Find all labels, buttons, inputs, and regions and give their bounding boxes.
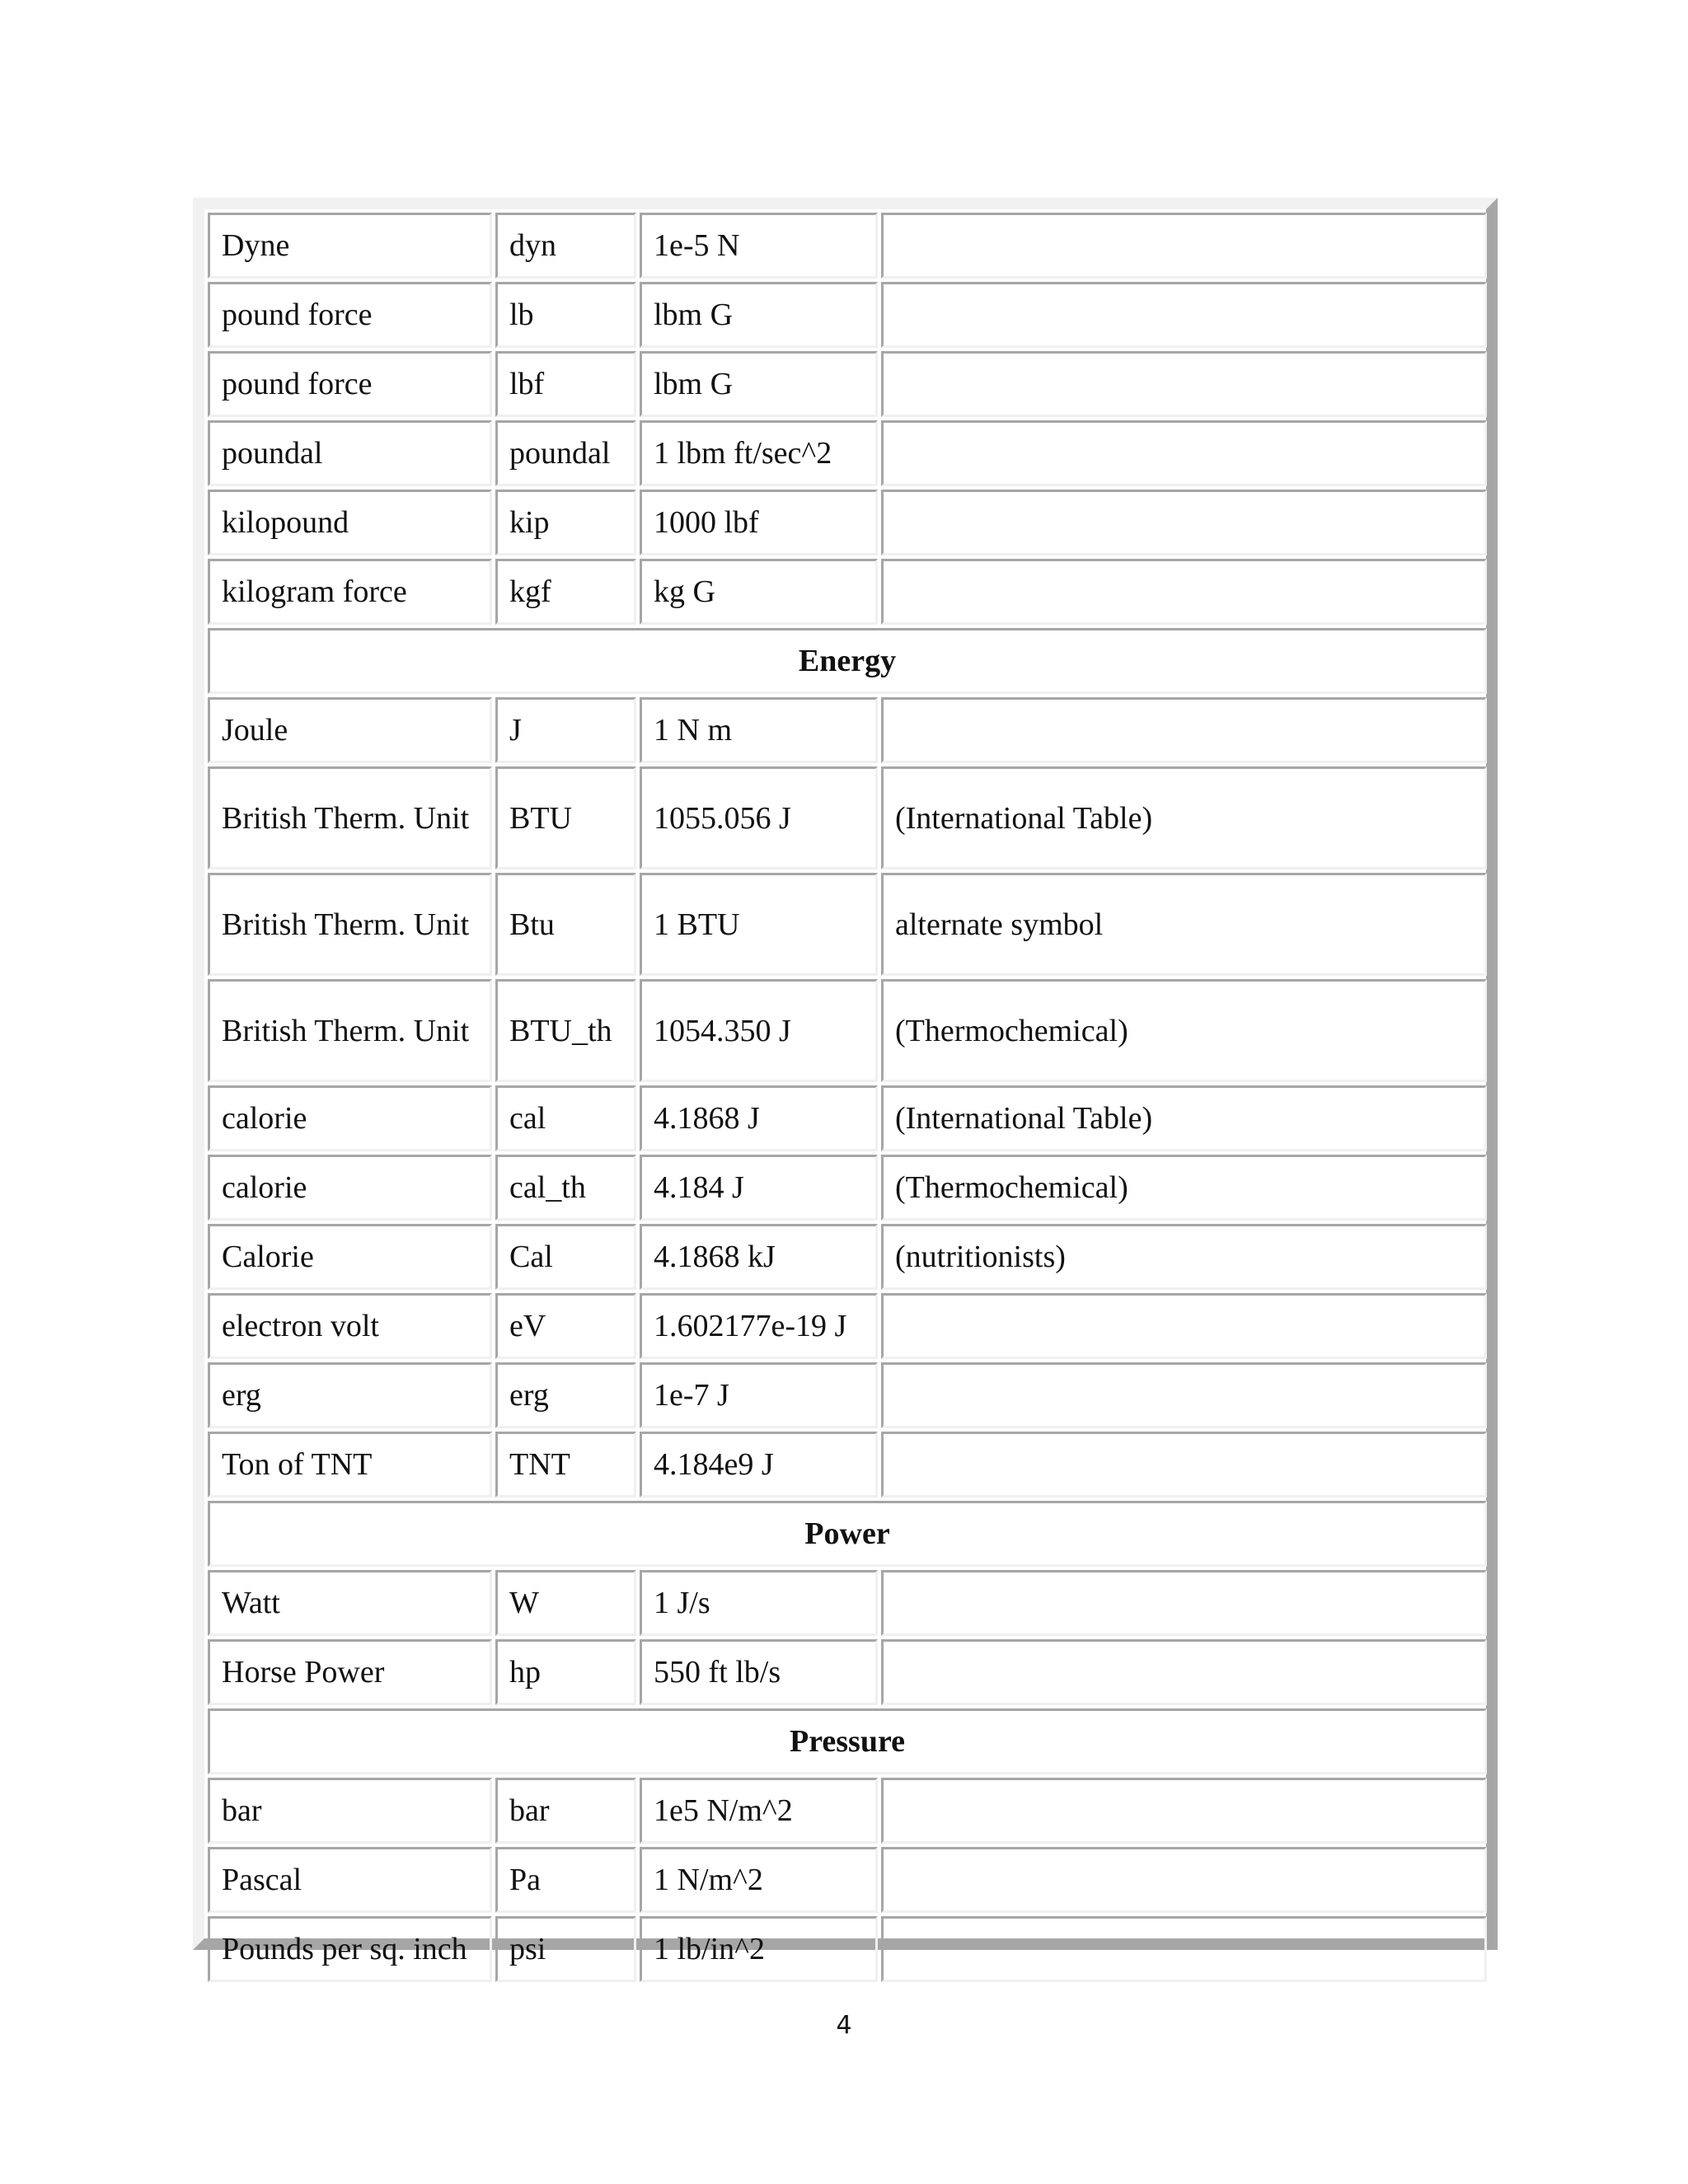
unit-definition-cell: 1000 lbf <box>640 490 878 555</box>
unit-definition-cell: 1e-7 J <box>640 1362 878 1428</box>
unit-name-cell: pound force <box>208 282 492 348</box>
unit-note-cell <box>881 559 1487 625</box>
unit-symbol-cell: poundal <box>495 420 636 486</box>
table-row <box>208 1916 1487 1982</box>
unit-note-cell: (Thermochemical) <box>881 1155 1487 1221</box>
unit-name-cell: Ton of TNT <box>208 1432 492 1497</box>
table-row <box>208 559 1487 625</box>
unit-symbol-cell: erg <box>495 1362 636 1428</box>
unit-symbol-cell: kgf <box>495 559 636 625</box>
unit-note-cell <box>881 1916 1487 1982</box>
unit-note-cell <box>881 1570 1487 1636</box>
unit-note-cell <box>881 1293 1487 1359</box>
unit-definition-cell: 4.1868 J <box>640 1085 878 1151</box>
table-row <box>208 1570 1487 1636</box>
table-row <box>208 1293 1487 1359</box>
unit-name-cell: calorie <box>208 1155 492 1221</box>
table-row <box>208 766 1487 869</box>
unit-name-cell: Pounds per sq. inch <box>208 1916 492 1982</box>
unit-definition-cell: 1 J/s <box>640 1570 878 1636</box>
table-row <box>208 1155 1487 1221</box>
unit-name-cell: pound force <box>208 351 492 417</box>
table-row <box>208 282 1487 348</box>
section-header: Energy <box>208 628 1487 694</box>
unit-definition-cell: 1 N m <box>640 697 878 763</box>
unit-definition-cell: 1 N/m^2 <box>640 1847 878 1913</box>
table-body <box>208 213 1487 1982</box>
unit-note-cell <box>881 282 1487 348</box>
unit-note-cell <box>881 697 1487 763</box>
unit-name-cell: electron volt <box>208 1293 492 1359</box>
section-header: Pressure <box>208 1708 1487 1774</box>
unit-definition-cell: 1055.056 J <box>640 766 878 869</box>
page-number: 4 <box>836 2011 852 2040</box>
unit-name-cell: Horse Power <box>208 1639 492 1705</box>
unit-note-cell <box>881 351 1487 417</box>
unit-note-cell: (nutritionists) <box>881 1224 1487 1290</box>
unit-definition-cell: 1.602177e-19 J <box>640 1293 878 1359</box>
unit-name-cell: British Therm. Unit <box>208 766 492 869</box>
table-row <box>208 1639 1487 1705</box>
unit-definition-cell: 550 ft lb/s <box>640 1639 878 1705</box>
unit-definition-cell: 1 BTU <box>640 873 878 976</box>
unit-symbol-cell: Cal <box>495 1224 636 1290</box>
unit-definition-cell: kg G <box>640 559 878 625</box>
unit-definition-cell: 1e-5 N <box>640 213 878 279</box>
unit-definition-cell: 1 lb/in^2 <box>640 1916 878 1982</box>
unit-name-cell: Watt <box>208 1570 492 1636</box>
unit-note-cell: alternate symbol <box>881 873 1487 976</box>
unit-name-cell: British Therm. Unit <box>208 979 492 1082</box>
unit-symbol-cell: kip <box>495 490 636 555</box>
unit-name-cell: kilogram force <box>208 559 492 625</box>
table-row <box>208 1362 1487 1428</box>
unit-name-cell: bar <box>208 1778 492 1844</box>
unit-definition-cell: lbm G <box>640 282 878 348</box>
unit-definition-cell: lbm G <box>640 351 878 417</box>
unit-symbol-cell: J <box>495 697 636 763</box>
table-row <box>208 979 1487 1082</box>
unit-note-cell <box>881 1847 1487 1913</box>
unit-note-cell: (International Table) <box>881 766 1487 869</box>
section-header-row <box>208 628 1487 694</box>
unit-note-cell <box>881 1639 1487 1705</box>
table-row <box>208 1432 1487 1497</box>
unit-name-cell: poundal <box>208 420 492 486</box>
unit-definition-cell: 1054.350 J <box>640 979 878 1082</box>
unit-symbol-cell: eV <box>495 1293 636 1359</box>
unit-note-cell <box>881 1778 1487 1844</box>
section-header-row <box>208 1708 1487 1774</box>
table-row <box>208 213 1487 279</box>
unit-name-cell: erg <box>208 1362 492 1428</box>
unit-symbol-cell: Btu <box>495 873 636 976</box>
unit-name-cell: Dyne <box>208 213 492 279</box>
section-header-row <box>208 1501 1487 1567</box>
unit-symbol-cell: lbf <box>495 351 636 417</box>
section-header: Power <box>208 1501 1487 1567</box>
unit-name-cell: calorie <box>208 1085 492 1151</box>
unit-symbol-cell: BTU <box>495 766 636 869</box>
unit-definition-cell: 4.1868 kJ <box>640 1224 878 1290</box>
table-row <box>208 490 1487 555</box>
unit-note-cell <box>881 490 1487 555</box>
unit-symbol-cell: dyn <box>495 213 636 279</box>
unit-definition-cell: 4.184e9 J <box>640 1432 878 1497</box>
table-row <box>208 697 1487 763</box>
unit-symbol-cell: BTU_th <box>495 979 636 1082</box>
unit-note-cell <box>881 1362 1487 1428</box>
unit-definition-cell: 1e5 N/m^2 <box>640 1778 878 1844</box>
table-row <box>208 1847 1487 1913</box>
unit-name-cell: Calorie <box>208 1224 492 1290</box>
unit-symbol-cell: TNT <box>495 1432 636 1497</box>
unit-note-cell: (Thermochemical) <box>881 979 1487 1082</box>
table-row <box>208 873 1487 976</box>
unit-definition-cell: 4.184 J <box>640 1155 878 1221</box>
unit-table-frame <box>193 198 1498 1966</box>
table-row <box>208 1085 1487 1151</box>
table-row <box>208 1778 1487 1844</box>
table-row <box>208 351 1487 417</box>
unit-note-cell <box>881 420 1487 486</box>
unit-name-cell: British Therm. Unit <box>208 873 492 976</box>
unit-name-cell: kilopound <box>208 490 492 555</box>
unit-symbol-cell: W <box>495 1570 636 1636</box>
unit-name-cell: Joule <box>208 697 492 763</box>
unit-symbol-cell: psi <box>495 1916 636 1982</box>
table-row <box>208 420 1487 486</box>
unit-symbol-cell: cal_th <box>495 1155 636 1221</box>
unit-symbol-cell: bar <box>495 1778 636 1844</box>
unit-name-cell: Pascal <box>208 1847 492 1913</box>
unit-conversion-table <box>204 209 1490 1985</box>
unit-symbol-cell: Pa <box>495 1847 636 1913</box>
unit-note-cell <box>881 213 1487 279</box>
unit-symbol-cell: lb <box>495 282 636 348</box>
unit-definition-cell: 1 lbm ft/sec^2 <box>640 420 878 486</box>
unit-symbol-cell: cal <box>495 1085 636 1151</box>
unit-note-cell <box>881 1432 1487 1497</box>
unit-note-cell: (International Table) <box>881 1085 1487 1151</box>
unit-symbol-cell: hp <box>495 1639 636 1705</box>
table-row <box>208 1224 1487 1290</box>
